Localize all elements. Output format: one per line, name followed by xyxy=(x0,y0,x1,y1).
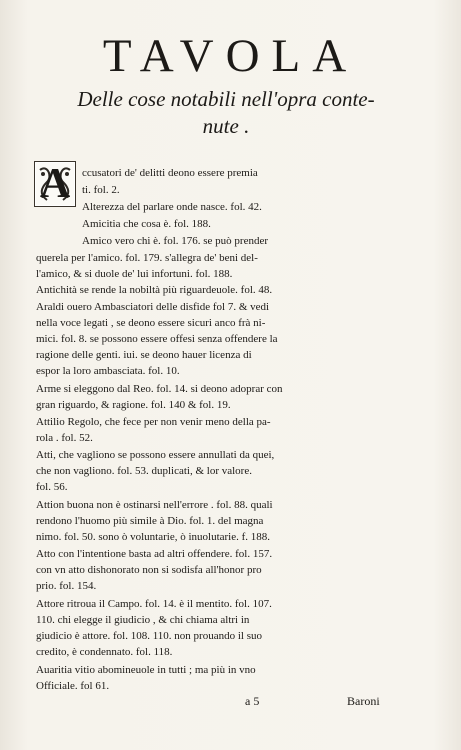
index-line: Amico vero chi è. fol. 176. se può prender xyxy=(82,235,269,247)
index-line: credito, è condennato. fol. 118. xyxy=(36,646,173,658)
index-line: Amicitia che cosa è. fol. 188. xyxy=(82,218,211,230)
index-line: Alterezza del parlare onde nasce. fol. 42. xyxy=(82,201,262,213)
index-line: Attore ritroua il Campo. fol. 14. è il mentito. fol. 107. xyxy=(36,598,272,610)
decorated-initial xyxy=(34,161,76,207)
index-line: ccusatori de' delitti deono essere premia xyxy=(82,167,258,179)
index-line: fol. 56. xyxy=(36,481,68,493)
index-line: mici. fol. 8. se possono essere offesi senza offendere la xyxy=(36,333,278,345)
subtitle-line-1: Delle cose notabili nell'opra conte- xyxy=(77,87,375,111)
page-title: TAVOLA xyxy=(102,30,359,82)
index-line: Antichità se rende la nobiltà più riguardeuole. fol. 48. xyxy=(36,284,273,296)
index-line: ti. fol. 2. xyxy=(82,184,120,196)
index-line: Attion buona non è ostinarsi nell'errore . fol. 88. quali xyxy=(36,499,273,511)
index-line: che non vagliono. fol. 53. duplicati, & lor valore. xyxy=(36,465,252,477)
index-line: Auaritia vitio abomineuole in tutti ; ma più in vno xyxy=(36,664,256,676)
index-line: querela per l'amico. fol. 179. s'allegra de' beni del- xyxy=(36,252,258,264)
index-line: Officiale. fol 61. xyxy=(36,680,110,692)
index-line: prio. fol. 154. xyxy=(36,580,97,592)
subtitle-line-2: nute . xyxy=(202,114,250,138)
signature-mark: a 5 xyxy=(245,694,260,708)
index-line: con vn atto dishonorato non si sodisfa all'honor pro xyxy=(36,564,262,576)
index-line: rola . fol. 52. xyxy=(36,432,93,444)
index-line: l'amico, & si duole de' lui infortuni. fol. 188. xyxy=(36,268,233,280)
index-line: Atti, che vagliono se possono essere annullati da quei, xyxy=(36,449,275,461)
index-line: nella voce legati , se deono essere sicuri anco frà ni- xyxy=(36,317,266,329)
initial-letter: A xyxy=(39,161,71,207)
index-line: 110. chi elegge il giudicio , & chi chiama altri in xyxy=(36,614,250,626)
index-line: nimo. fol. 50. sono ò voluntarie, ò inuolutarie. f. 188. xyxy=(36,531,271,543)
index-line: giudicio è attore. fol. 108. 110. non prouando il suo xyxy=(36,630,262,642)
page-subtitle xyxy=(36,86,416,140)
index-line: Arme si eleggono dal Reo. fol. 14. si deono adoprar con xyxy=(36,383,283,395)
index-line: ragione delle genti. iui. se deono hauer licenza di xyxy=(36,349,252,361)
index-line: espor la loro ambasciata. fol. 10. xyxy=(36,365,180,377)
index-line: Attilio Regolo, che fece per non venir meno della pa- xyxy=(36,416,271,428)
index-line: gran riguardo, & ragione. fol. 140 & fol. 19. xyxy=(36,399,231,411)
index-line: rendono l'huomo più simile à Dio. fol. 1. del magna xyxy=(36,515,264,527)
index-line: Atto con l'intentione basta ad altri offendere. fol. 157. xyxy=(36,548,273,560)
catchword: Baroni xyxy=(347,694,380,708)
index-line: Araldi ouero Ambasciatori delle disfide fol 7. & vedi xyxy=(36,301,270,313)
